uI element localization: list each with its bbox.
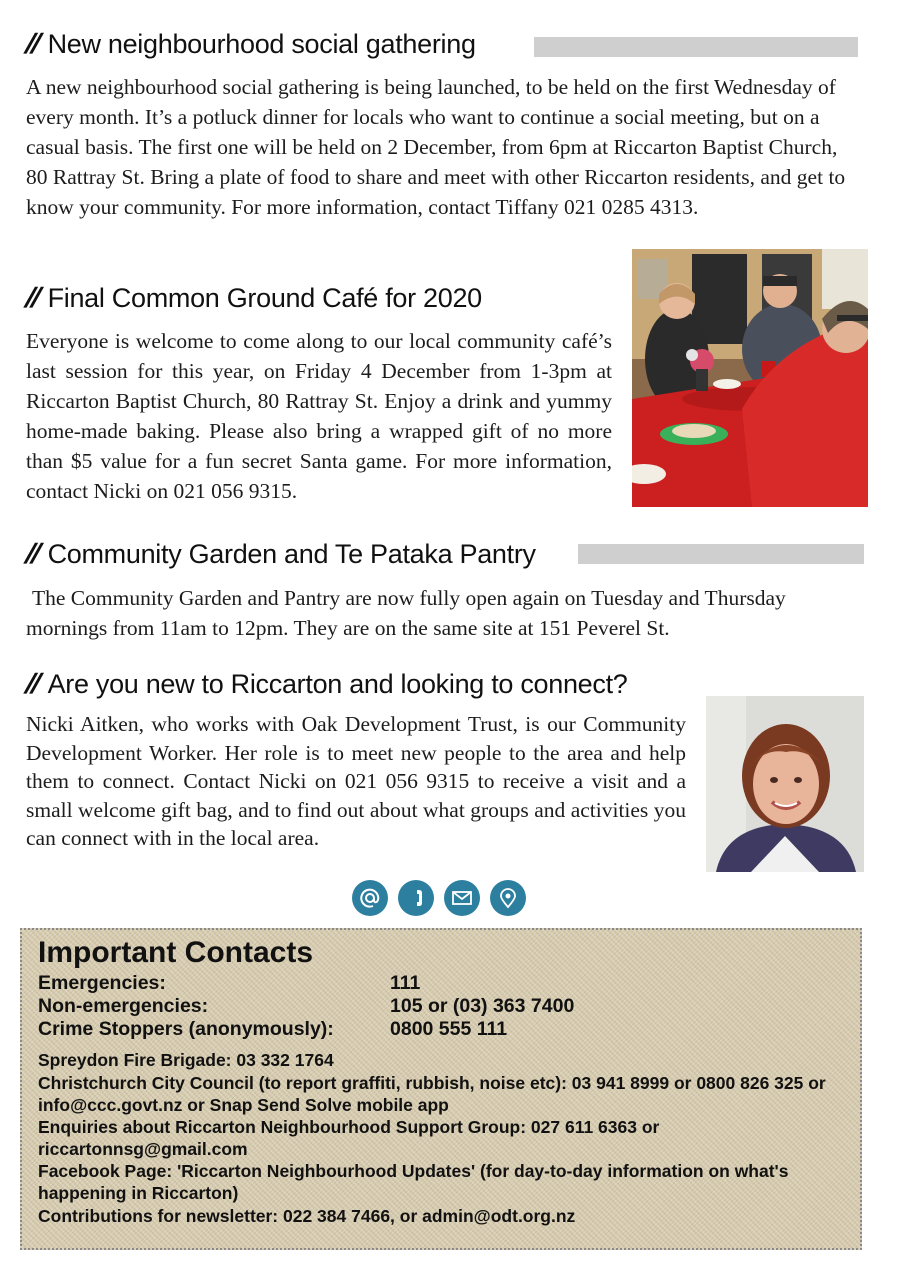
contact-value: 0800 555 111 — [390, 1018, 508, 1040]
contact-line: Spreydon Fire Brigade: 03 332 1764 — [38, 1050, 334, 1070]
section-body: Nicki Aitken, who works with Oak Development Trust, is our Community Development Worker. Her role is to meet new people to the area and help them to connect. Contact Nicki on 021 056 9315 to receive a visit and a small welcome gift bag, and to find out about what groups and activities you can connect with in the local area. — [26, 712, 686, 851]
contact-value: 111 — [390, 972, 421, 994]
heading-bar — [534, 37, 858, 57]
section-heading — [23, 282, 482, 314]
at-icon[interactable] — [352, 880, 388, 916]
contact-line: Facebook Page: 'Riccarton Neighbourhood Updates' (for day-to-day information on what's happening in Riccarton) — [38, 1161, 789, 1203]
heading-text: Are you new to Riccarton and looking to connect? — [47, 669, 628, 699]
envelope-icon[interactable] — [444, 880, 480, 916]
section-heading — [23, 28, 476, 60]
heading-marker: // — [23, 668, 41, 699]
section-body: The Community Garden and Pantry are now fully open again on Tuesday and Thursday mornings from 11am to 12pm. They are on the same site at 151 Peverel St. — [26, 586, 786, 640]
contact-label: Emergencies: — [38, 972, 166, 994]
heading-text: Community Garden and Te Pataka Pantry — [47, 539, 536, 569]
contact-line: Contributions for newsletter: 022 384 7466, or admin@odt.org.nz — [38, 1206, 576, 1226]
nicki-portrait-photo — [706, 696, 864, 872]
contact-line: Enquiries about Riccarton Neighbourhood Support Group: 027 611 6363 or riccartonnsg@gmail.com — [38, 1117, 660, 1159]
heading-text: Final Common Ground Café for 2020 — [47, 283, 482, 313]
section-heading — [23, 668, 628, 700]
contact-icons — [352, 880, 528, 916]
important-contacts-box — [20, 928, 862, 1250]
heading-marker: // — [23, 28, 41, 59]
section-body: Everyone is welcome to come along to our local community café’s last session for this year, on Friday 4 December from 1-3pm at Riccarton Baptist Church, 80 Rattray St. Enjoy a drink and yummy home-made baking. Please also bring a wrapped gift of no more than $5 value for a fun secret Santa game. For more information, contact Nicki on 021 056 9315. — [26, 329, 612, 503]
contact-label: Crime Stoppers (anonymously): — [38, 1018, 334, 1040]
contact-label: Non-emergencies: — [38, 995, 209, 1017]
location-pin-icon[interactable] — [490, 880, 526, 916]
heading-marker: // — [23, 538, 41, 569]
contact-value: 105 or (03) 363 7400 — [390, 995, 575, 1017]
section-body: A new neighbourhood social gathering is being launched, to be held on the first Wednesday of every month. It’s a potluck dinner for locals who want to continue a social meeting, but on a casual basis. The first one will be held on 2 December, from 6pm at Riccarton Baptist Church, 80 Rattray St. Bring a plate of food to share and meet with other Riccarton residents, and get to know your community. For more information, contact Tiffany 021 0285 4313. — [26, 75, 846, 219]
heading-bar — [578, 544, 864, 564]
contact-line: Christchurch City Council (to report graffiti, rubbish, noise etc): 03 941 8999 or 0800 826 325 or info@ccc.govt.nz or Snap Send Solve mobile app — [38, 1073, 826, 1115]
section-heading — [23, 538, 536, 570]
contacts-title: Important Contacts — [38, 936, 314, 969]
heading-marker: // — [23, 282, 41, 313]
heading-text: New neighbourhood social gathering — [47, 29, 476, 59]
cafe-photo — [632, 249, 868, 507]
phone-icon[interactable] — [398, 880, 434, 916]
